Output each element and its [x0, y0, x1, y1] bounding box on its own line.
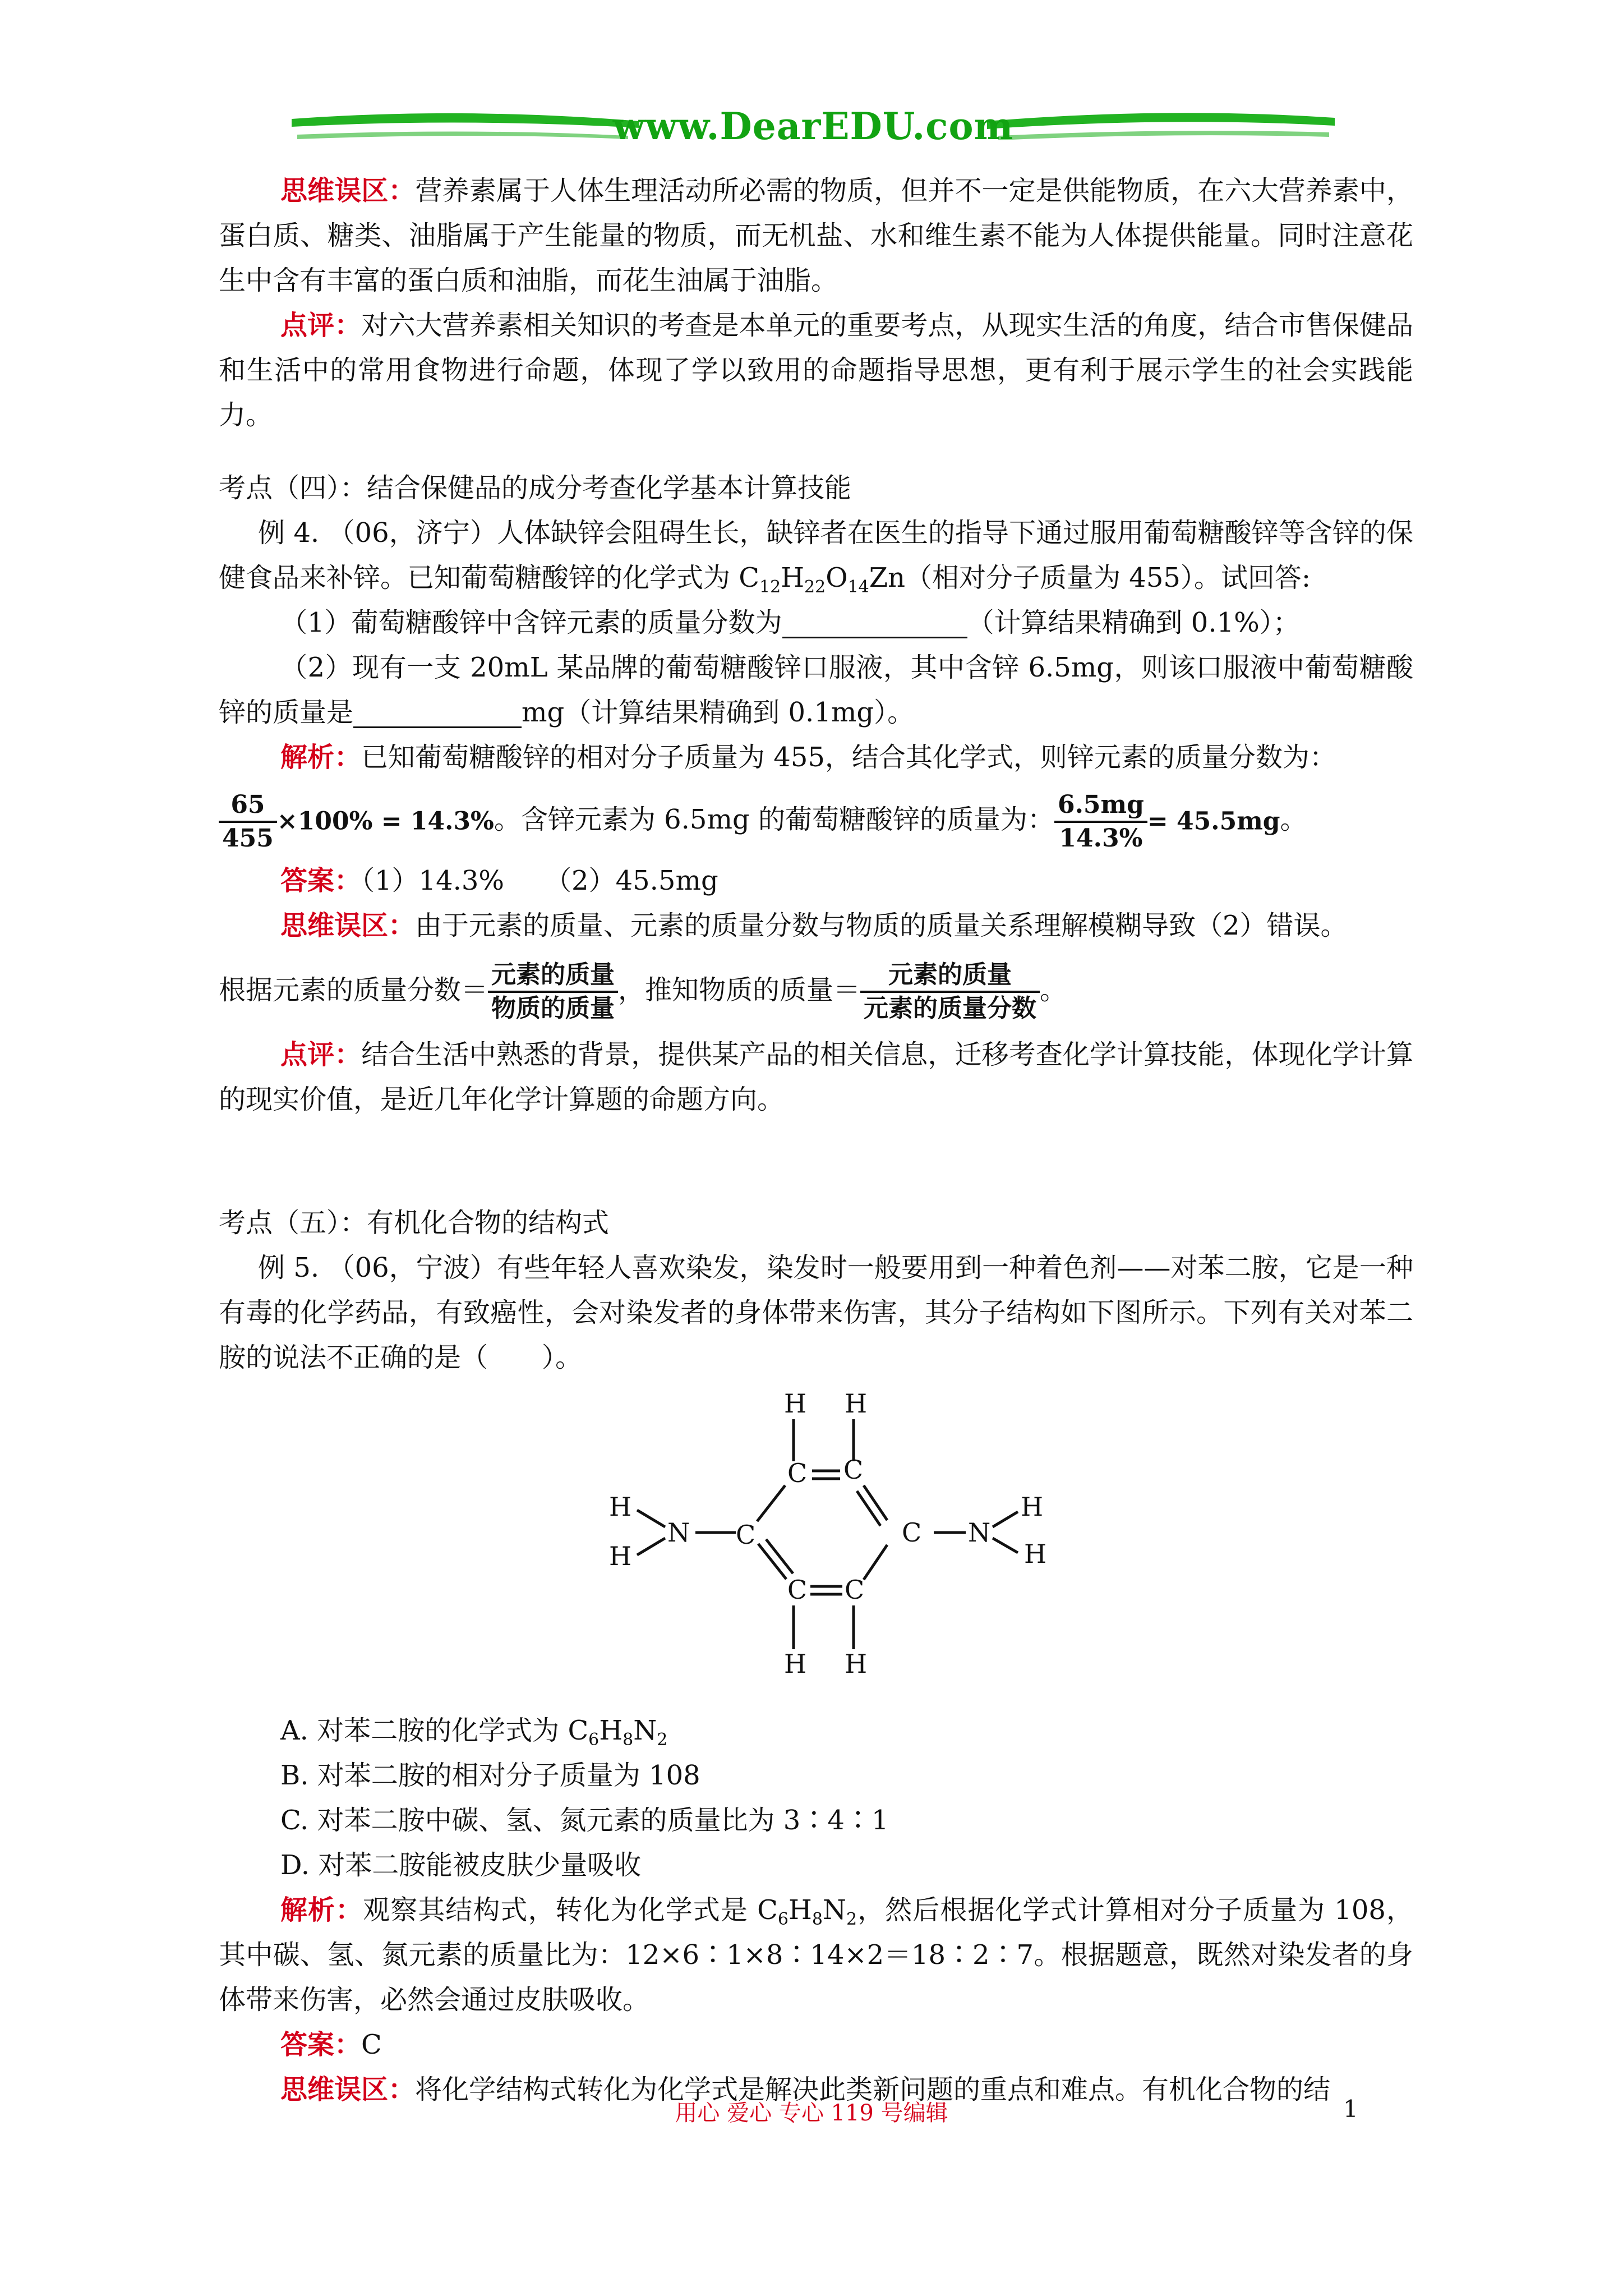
section-4-heading: 考点（四）：结合保健品的成分考查化学基本计算技能 — [219, 472, 852, 504]
analysis-paragraph-5 — [219, 1888, 1413, 2022]
mistake-paragraph — [219, 168, 1413, 303]
fraction-numerator: 65 — [230, 790, 265, 819]
fraction-denominator: 14.3% — [1054, 821, 1147, 854]
site-title: www.DearEDU.com — [612, 104, 1014, 148]
question-2 — [219, 645, 1413, 735]
fraction-rule-1 — [488, 959, 618, 1024]
mistake-text: 营养素属于人体生理活动所必需的物质，但并不一定是供能物质，在六大营养素中，蛋白质、糖类、油脂属于产生能量的物质，而无机盐、水和维生素不能为人体提供能量。同时注意花生中含有丰富的蛋白质和油脂，而花生油属于油脂。 — [219, 175, 1413, 296]
atom-H: H — [1021, 1492, 1044, 1522]
atom-C: C — [902, 1517, 922, 1548]
formula-sub: 8 — [623, 1730, 634, 1750]
answer-label: 答案： — [280, 2029, 362, 2060]
rule-line — [219, 948, 1413, 1032]
option-d[interactable]: D. 对苯二胺能被皮肤少量吸收 — [280, 1849, 642, 1881]
atom-H: H — [784, 1388, 807, 1419]
formula-el: H — [599, 1715, 623, 1746]
mistake-text: 将化学结构式转化为化学式是解决此类新问题的重点和难点。有机化合物的结 — [415, 2074, 1331, 2105]
fraction-numerator: 元素的质量 — [888, 960, 1012, 989]
rule-text-a: 根据元素的质量分数＝ — [219, 974, 488, 1006]
question-2-note: mg（计算结果精确到 0.1mg）。 — [522, 697, 915, 728]
option-b[interactable]: B. 对苯二胺的相对分子质量为 108 — [280, 1760, 700, 1791]
comment-text: 结合生活中熟悉的背景，提供某产品的相关信息，迁移考查化学计算技能，体现化学计算的现实价值，是近几年化学计算题的命题方向。 — [219, 1038, 1413, 1115]
formula-el: N — [633, 1715, 657, 1746]
formula-el: H — [789, 1894, 812, 1926]
answer-paragraph-5 — [219, 2022, 1413, 2067]
formula-sub: 12 — [759, 577, 781, 597]
question-1-note: （计算结果精确到 0.1%）； — [967, 607, 1300, 638]
example-4-text-a: 例 4. （06，济宁）人体缺锌会阻碍生长，缺锌者在医生的指导下通过服用葡萄糖酸锌等含锌的保健食品来补锌。已知葡萄糖酸锌的化学式为 C — [219, 517, 1413, 593]
mistake-label: 思维误区： — [280, 175, 416, 206]
question-2-text: （2）现有一支 20mL 某品牌的葡萄糖酸锌口服液，其中含锌 6.5mg，则该口服液中葡萄糖酸锌的质量是 — [219, 652, 1413, 728]
formula-sub: 14 — [847, 577, 869, 597]
formula-sub: 6 — [777, 1910, 789, 1929]
example-4-text-b: （相对分子质量为 455）。试回答: — [905, 562, 1311, 593]
comment-label: 点评： — [280, 310, 362, 341]
comment-paragraph — [219, 303, 1413, 438]
atom-C: C — [843, 1455, 864, 1485]
option-a-text: A. 对苯二胺的化学式为 C — [280, 1715, 589, 1746]
question-1 — [219, 600, 1413, 645]
analysis-label: 解析： — [280, 1894, 363, 1926]
atom-H: H — [609, 1492, 632, 1522]
punctuation: 。 — [1040, 974, 1067, 1006]
formula-result: = 45.5mg — [1147, 807, 1280, 836]
prev-section — [219, 168, 1413, 438]
answer-label: 答案： — [280, 864, 362, 896]
answer-blank-2[interactable] — [353, 698, 522, 728]
fraction-rule-2 — [860, 959, 1040, 1024]
answer-paragraph — [219, 858, 1413, 903]
section-5-options — [219, 1708, 1413, 2112]
answer-text: （1）14.3% （2）45.5mg — [361, 864, 718, 896]
analysis-text-b: ，然后根据化学式计算相对分子质量为 108，其中碳、氢、氮元素的质量比为：12×6∶1×8∶14×2＝18∶2∶7。根据题意，既然对染发者的身体带来伤害，必然会通过皮肤吸收。 — [219, 1894, 1413, 2016]
formula-el: O — [826, 562, 848, 593]
formula-sub: 6 — [588, 1730, 600, 1750]
fraction-mass — [1054, 789, 1147, 854]
punctuation: 。 — [1280, 804, 1307, 835]
analysis-label: 解析： — [280, 742, 362, 773]
fraction-denominator: 元素的质量分数 — [860, 991, 1040, 1024]
fraction-numerator: 6.5mg — [1057, 790, 1144, 819]
comment-label: 点评： — [280, 1038, 362, 1070]
atom-C: C — [845, 1575, 865, 1605]
formula-sub: 8 — [811, 1910, 823, 1929]
mistake-label: 思维误区： — [280, 2074, 416, 2105]
atom-C: C — [787, 1458, 808, 1488]
option-c[interactable]: C. 对苯二胺中碳、氢、氮元素的质量比为 3∶4∶1 — [280, 1805, 889, 1836]
analysis-text-a: 观察其结构式，转化为化学式是 C — [363, 1894, 778, 1926]
answer-text: C — [361, 2029, 382, 2060]
analysis-text: 已知葡萄糖酸锌的相对分子质量为 455，结合其化学式，则锌元素的质量分数为： — [361, 742, 1336, 773]
example-4 — [219, 510, 1413, 600]
mistake-text: 由于元素的质量、元素的质量分数与物质的质量关系理解模糊导致（2）错误。 — [415, 909, 1348, 941]
atom-C: C — [736, 1520, 756, 1550]
comment-text: 对六大营养素相关知识的考查是本单元的重要考点，从现实生活的角度，结合市售保健品和生活中的常用食物进行命题，体现了学以致用的命题指导思想，更有利于展示学生的社会实践能力。 — [219, 310, 1413, 431]
formula-el: Zn — [869, 562, 906, 593]
formula-el: N — [822, 1894, 846, 1926]
analysis-formula-line — [219, 783, 1413, 858]
structure-svg — [583, 1386, 1088, 1700]
section-4 — [219, 466, 1413, 1122]
answer-blank-1[interactable] — [782, 609, 967, 638]
atom-N: N — [667, 1517, 690, 1548]
example-5: 例 5. （06，宁波）有些年轻人喜欢染发，染发时一般要用到一种着色剂——对苯二胺，它是一种有毒的化学药品，有致癌性，会对染发者的身体带来伤害，其分子结构如下图所示。下列有关对苯二胺的说法不正确的是（ ）。 — [219, 1252, 1413, 1373]
structural-formula-diagram — [583, 1386, 1088, 1700]
footer-text: 用心 爱心 专心 119 号编辑 — [675, 2100, 948, 2126]
comment-paragraph-4 — [219, 1032, 1413, 1122]
fraction-denominator: 物质的质量 — [488, 991, 618, 1024]
formula-sub: 2 — [846, 1910, 857, 1929]
atom-N: N — [968, 1517, 991, 1548]
atom-H: H — [1024, 1539, 1047, 1569]
atom-H: H — [784, 1649, 807, 1679]
mistake-paragraph-4 — [219, 903, 1413, 948]
formula-result: ×100% = 14.3% — [276, 807, 494, 836]
formula-el: H — [781, 562, 805, 593]
section-5 — [219, 1200, 1413, 1380]
fraction-numerator: 元素的质量 — [491, 960, 615, 989]
rule-text-b: ，推知物质的质量＝ — [618, 974, 861, 1006]
analysis-mid-text: 。含锌元素为 6.5mg 的葡萄糖酸锌的质量为： — [494, 804, 1054, 835]
header-banner — [292, 95, 1335, 157]
analysis-paragraph — [219, 735, 1413, 780]
formula-sub: 2 — [657, 1730, 668, 1750]
option-a[interactable] — [219, 1708, 1413, 1753]
atom-H: H — [609, 1541, 632, 1571]
atom-H: H — [845, 1388, 868, 1419]
atom-H: H — [845, 1649, 868, 1679]
fraction-denominator: 455 — [219, 821, 277, 854]
mistake-label: 思维误区： — [280, 909, 416, 941]
section-5-heading: 考点（五）：有机化合物的结构式 — [219, 1207, 610, 1239]
atom-C: C — [787, 1575, 808, 1605]
fraction-zinc-percent — [219, 789, 277, 854]
page-number: 1 — [1343, 2095, 1358, 2123]
formula-sub: 22 — [804, 577, 826, 597]
question-1-text: （1）葡萄糖酸锌中含锌元素的质量分数为 — [280, 607, 782, 638]
